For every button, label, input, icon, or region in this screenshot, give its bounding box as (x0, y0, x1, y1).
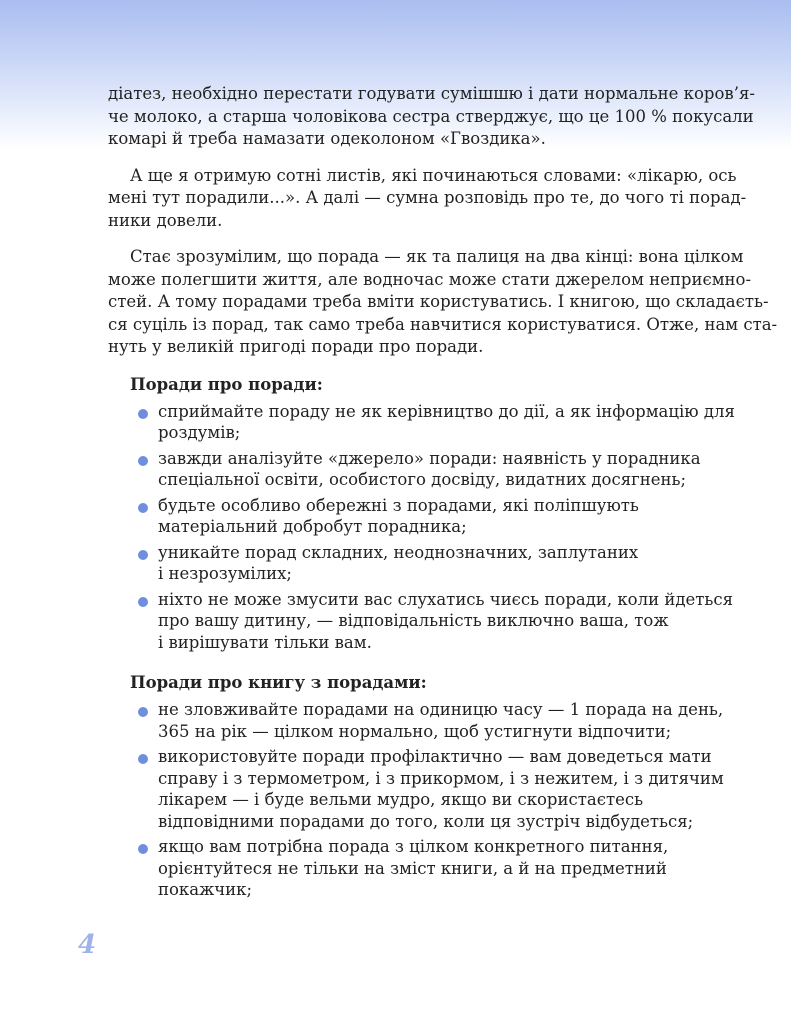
list-item-line: уникайте порад складних, неоднозначних, заплутаних (158, 542, 639, 562)
sections (108, 373, 733, 901)
paragraph (108, 83, 755, 151)
list-item-line: завжди аналізуйте «джерело» поради: наявність у порадника (158, 448, 701, 468)
paragraphs (108, 83, 778, 359)
paragraph-line: може полегшити життя, але водночас може стати джерелом неприємно- (108, 269, 752, 289)
paragraph-line: А ще я отримую сотні листів, які починаються словами: «лікарю, ось (130, 165, 737, 185)
list-item-line: ніхто не може змусити вас слухатись чиєсь поради, коли йдеться (158, 589, 734, 609)
list-item (108, 746, 733, 832)
page-number: 4 (78, 930, 97, 960)
bullet-icon (138, 456, 148, 466)
bullet-icon (138, 707, 148, 717)
bullet-icon (138, 409, 148, 419)
paragraph-line: ники довели. (108, 210, 223, 230)
list-item (108, 401, 733, 444)
list-item-line: і незрозумілих; (158, 564, 292, 583)
paragraph (108, 246, 778, 359)
list-item-line: використовуйте поради профілактично — вам доведеться мати (158, 747, 712, 766)
list-item-line: справу і з термометром, і з прикормом, і з нежитем, і з дитячим (158, 768, 724, 788)
list-item-line: якщо вам потрібна порада з цілком конкретного питання, (158, 837, 669, 856)
bullet-icon (138, 503, 148, 513)
list-item (108, 589, 733, 654)
paragraph (108, 165, 747, 233)
paragraph-line: мені тут порадили...». А далі — сумна розповідь про те, до чого ті порад- (108, 188, 747, 207)
bullet-icon (138, 597, 148, 607)
list-item-line: роздумів; (158, 423, 241, 442)
page-body (108, 83, 778, 919)
list-item-line: лікарем — і буде вельми мудро, якщо ви скористаєтесь (158, 790, 644, 809)
paragraph-line: Стає зрозумілим, що порада — як та палиця на два кінці: вона цілком (130, 247, 744, 266)
list-item (108, 495, 733, 538)
section-title: Поради про поради: (130, 374, 323, 394)
list-item-line: і вирішувати тільки вам. (158, 632, 372, 652)
list-item-line: про вашу дитину, — відповідальність виключно ваша, тож (158, 611, 669, 630)
list-item (108, 836, 733, 901)
list-item-line: відповідними порадами до того, коли ця зустріч відбудеться; (158, 811, 694, 831)
list-item-line: не зловживайте порадами на одиницю часу — 1 порада на день, (158, 700, 724, 719)
list-item-line: матеріальний добробут порадника; (158, 517, 467, 536)
list-item-line: 365 на рік — цілком нормально, щоб устигнути відпочити; (158, 721, 672, 741)
list-item (108, 542, 733, 585)
list-item-line: орієнтуйтеся не тільки на зміст книги, а й на предметний (158, 858, 667, 878)
list-item-line: будьте особливо обережні з порадами, які поліпшують (158, 495, 639, 515)
bullet-icon (138, 754, 148, 764)
section-title: Поради про книгу з порадами: (130, 673, 427, 692)
paragraph-line: че молоко, а старша чоловікова сестра стверджує, що це 100 % покусали (108, 106, 754, 126)
paragraph-line: ся суціль із порад, так само треба навчитися користуватися. Отже, нам ста- (108, 314, 778, 334)
list-item-line: сприймайте пораду не як керівництво до дії, а як інформацію для (158, 401, 735, 421)
bullet-list (108, 699, 733, 901)
bullet-icon (138, 550, 148, 560)
list-item (108, 699, 733, 742)
bullet-list (108, 401, 733, 654)
paragraph-line: комарі й треба намазати одеколоном «Гвоздика». (108, 129, 546, 148)
paragraph-line: стей. А тому порадами треба вміти користуватись. І книгою, що складаєть- (108, 292, 769, 311)
paragraph-line: нуть у великій пригоді поради про поради. (108, 337, 484, 356)
list-item-line: покажчик; (158, 880, 253, 899)
list-item (108, 448, 733, 491)
list-item-line: спеціальної освіти, особистого досвіду, видатних досягнень; (158, 470, 687, 489)
paragraph-line: діатез, необхідно перестати годувати сумішшю і дати нормальне коров’я- (108, 84, 755, 103)
bullet-icon (138, 844, 148, 854)
